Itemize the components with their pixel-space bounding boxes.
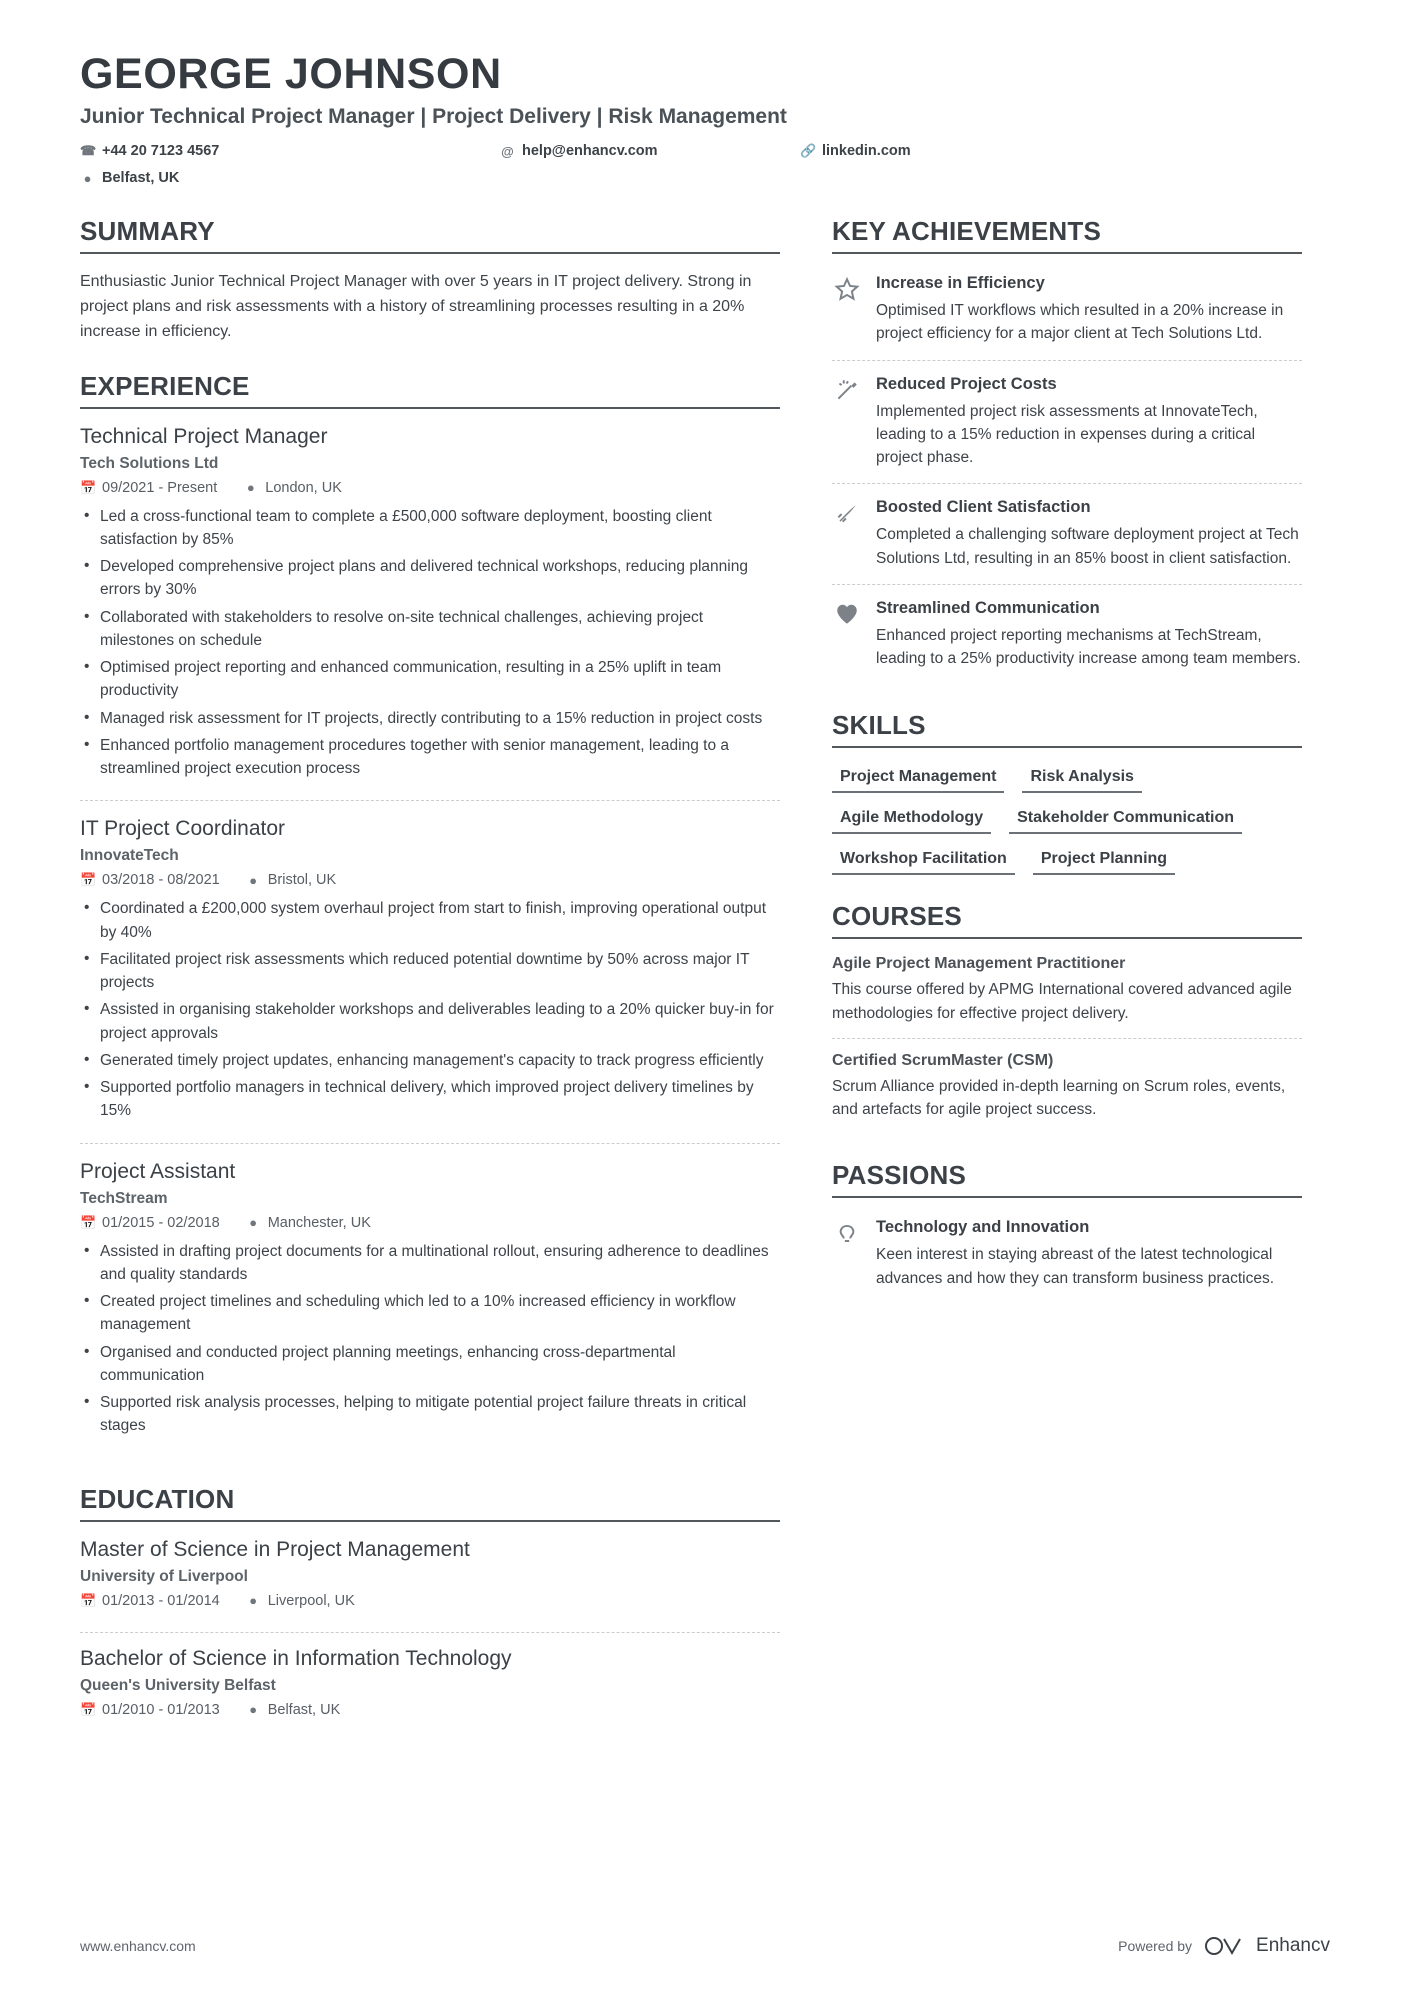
headline: Junior Technical Project Manager | Project Delivery | Risk Management — [80, 105, 787, 129]
job-bullets — [80, 505, 780, 781]
course-title: Agile Project Management Practitioner — [832, 955, 1126, 973]
list-item: • Optimised project reporting and enhanced communication, resulting in a 25% uplift in team productivity — [80, 656, 780, 703]
skills-list — [832, 764, 1302, 875]
contact-link[interactable] — [800, 143, 1060, 159]
powered-by-label: Powered by — [1118, 1938, 1193, 1954]
star-icon — [832, 274, 862, 346]
education-degree: Master of Science in Project Management — [80, 1537, 470, 1561]
list-item: • Assisted in drafting project documents for a multinational rollout, ensuring adherence to deadlines and quality standards — [80, 1240, 780, 1287]
at-icon: @ — [501, 143, 514, 159]
link-icon: 🔗 — [800, 143, 817, 159]
passion-item — [832, 1214, 1302, 1304]
enhancv-logo-icon — [1202, 1933, 1246, 1959]
education-location — [246, 1702, 341, 1718]
achievement-item — [832, 483, 1302, 584]
page-title: GEORGE JOHNSON — [80, 50, 502, 98]
passion-title: Technology and Innovation — [876, 1218, 1090, 1237]
contact-location — [80, 170, 1330, 186]
job-location — [243, 480, 342, 496]
list-item: • Supported risk analysis processes, helping to mitigate potential project failure threats in critical stages — [80, 1391, 780, 1438]
education-meta — [80, 1702, 780, 1718]
list-item: • Collaborated with stakeholders to resolve on-site technical challenges, achieving project milestones on schedule — [80, 606, 780, 653]
skill-tag: Project Management — [832, 764, 1004, 793]
education-dates-value: 01/2010 - 01/2013 — [102, 1701, 220, 1718]
job-bullets — [80, 1240, 780, 1438]
education-meta — [80, 1593, 780, 1609]
education-school: Queen's University Belfast — [80, 1676, 276, 1694]
skill-tag: Stakeholder Communication — [1009, 805, 1242, 834]
achievement-text: Enhanced project reporting mechanisms at TechStream, leading to a 25% productivity increase among team members. — [876, 626, 1301, 668]
contact-email-value: help@enhancv.com — [522, 143, 658, 160]
map-pin-icon: ● — [249, 1702, 258, 1718]
list-item: • Created project timelines and scheduling which led to a 10% increased efficiency in workflow management — [80, 1290, 780, 1337]
section-title-courses: COURSES — [832, 901, 1302, 939]
job-dates — [80, 872, 220, 888]
job-bullets — [80, 897, 780, 1122]
job-dates-value: 03/2018 - 08/2021 — [102, 872, 220, 889]
course-text: This course offered by APMG International covered advanced agile methodologies for effective project delivery. — [832, 981, 1292, 1022]
section-skills — [832, 710, 1302, 875]
job-location-value: Manchester, UK — [267, 1214, 371, 1231]
section-key-achievements — [832, 216, 1302, 684]
calendar-icon: 📅 — [80, 1701, 97, 1717]
section-title-summary: SUMMARY — [80, 216, 780, 254]
list-item: • Organised and conducted project planning meetings, enhancing cross-departmental communication — [80, 1341, 780, 1388]
job-company: TechStream — [80, 1189, 168, 1207]
course-text: Scrum Alliance provided in-depth learning on Scrum roles, events, and artefacts for agile project success. — [832, 1077, 1286, 1119]
job-company: Tech Solutions Ltd — [80, 454, 219, 472]
job-title: Technical Project Manager — [80, 424, 328, 448]
job-meta — [80, 480, 780, 496]
achievement-text: Implemented project risk assessments at InnovateTech, leading to a 15% reduction in expenses during a critical project phase. — [876, 402, 1258, 467]
job-dates-value: 09/2021 - Present — [102, 479, 218, 496]
job-company: InnovateTech — [80, 847, 179, 865]
course-item — [832, 1038, 1302, 1135]
map-pin-icon: ● — [249, 1593, 258, 1609]
course-title: Certified ScrumMaster (CSM) — [832, 1051, 1054, 1069]
lightbulb-icon — [832, 1218, 862, 1290]
resume-header — [80, 52, 1330, 186]
achievement-text: Completed a challenging software deployment project at Tech Solutions Ltd, resulting in an 85% boost in client satisfaction. — [876, 526, 1299, 567]
list-item: • Supported portfolio managers in technical delivery, which improved project delivery timelines by 15% — [80, 1076, 780, 1123]
brand-name: Enhancv — [1256, 1935, 1330, 1956]
contact-phone-value: +44 20 7123 4567 — [102, 143, 220, 160]
brand-block — [1118, 1933, 1330, 1959]
job-title: IT Project Coordinator — [80, 817, 286, 841]
education-location — [246, 1593, 355, 1609]
list-item: • Facilitated project risk assessments which reduced potential downtime by 50% across major IT projects — [80, 948, 780, 995]
education-dates-value: 01/2013 - 01/2014 — [102, 1592, 220, 1609]
achievement-item — [832, 270, 1302, 360]
page-footer — [80, 1933, 1330, 1959]
job-title: Project Assistant — [80, 1159, 236, 1183]
list-item: • Led a cross-functional team to complete a £500,000 software deployment, boosting client satisfaction by 85% — [80, 505, 780, 552]
job-dates — [80, 480, 217, 496]
contact-phone[interactable] — [80, 143, 500, 159]
left-column — [80, 216, 780, 1766]
contact-location-value: Belfast, UK — [102, 170, 180, 187]
job-dates-value: 01/2015 - 02/2018 — [102, 1214, 220, 1231]
section-passions — [832, 1160, 1302, 1304]
calendar-icon: 📅 — [80, 1592, 97, 1608]
job-location — [246, 1215, 371, 1231]
list-item: • Assisted in organising stakeholder workshops and deliverables leading to a 20% quicker buy-in for project approvals — [80, 998, 780, 1045]
list-item: • Generated timely project updates, enhancing management's capacity to track progress efficiently — [80, 1049, 780, 1072]
achievement-item — [832, 584, 1302, 685]
contact-link-value: linkedin.com — [822, 143, 911, 160]
education-location-value: Liverpool, UK — [267, 1592, 355, 1609]
achievement-title: Boosted Client Satisfaction — [876, 498, 1091, 517]
summary-text: Enthusiastic Junior Technical Project Manager with over 5 years in IT project delivery. Strong in project plans and risk assessments with a history of streamlining processes resulting in a 20% increase in efficiency. — [80, 273, 752, 340]
map-pin-icon: ● — [249, 1215, 258, 1231]
section-summary — [80, 216, 780, 344]
skill-tag: Agile Methodology — [832, 805, 991, 834]
education-item — [80, 1538, 780, 1632]
passion-text: Keen interest in staying abreast of the latest technological advances and how they can transform business practices. — [876, 1246, 1275, 1287]
skill-tag: Workshop Facilitation — [832, 846, 1015, 875]
job-location — [246, 872, 337, 888]
heart-icon — [832, 599, 862, 671]
list-item: • Developed comprehensive project plans and delivered technical workshops, reducing planning errors by 30% — [80, 555, 780, 602]
list-item: • Managed risk assessment for IT projects, directly contributing to a 15% reduction in project costs — [80, 707, 780, 730]
phone-icon: ☎ — [80, 143, 97, 159]
job-meta — [80, 1215, 780, 1231]
section-title-education: EDUCATION — [80, 1484, 780, 1522]
section-title-skills: SKILLS — [832, 710, 1302, 748]
education-location-value: Belfast, UK — [267, 1701, 341, 1718]
calendar-icon: 📅 — [80, 1214, 97, 1230]
achievement-item — [832, 360, 1302, 484]
section-title-experience: EXPERIENCE — [80, 371, 780, 409]
list-item: • Enhanced portfolio management procedures together with senior management, leading to a streamlined project execution process — [80, 734, 780, 781]
section-title-passions: PASSIONS — [832, 1160, 1302, 1198]
section-education — [80, 1484, 780, 1741]
map-pin-icon: ● — [83, 170, 92, 186]
achievement-title: Streamlined Communication — [876, 598, 1100, 617]
skill-tag: Project Planning — [1033, 846, 1175, 875]
section-courses — [832, 901, 1302, 1134]
course-item — [832, 955, 1302, 1038]
map-pin-icon: ● — [249, 872, 258, 888]
calendar-icon: 📅 — [80, 479, 97, 495]
page-left-edge — [0, 0, 10, 1995]
experience-item — [80, 425, 780, 801]
list-item: • Coordinated a £200,000 system overhaul project from start to finish, improving operational output by 40% — [80, 897, 780, 944]
achievement-title: Reduced Project Costs — [876, 374, 1057, 393]
section-experience — [80, 371, 780, 1458]
education-degree: Bachelor of Science in Information Technology — [80, 1646, 512, 1670]
calendar-icon: 📅 — [80, 872, 97, 888]
contact-list — [80, 143, 1330, 186]
job-meta — [80, 872, 780, 888]
achievement-title: Increase in Efficiency — [876, 274, 1045, 293]
skill-tag: Risk Analysis — [1022, 764, 1141, 793]
education-item — [80, 1632, 780, 1741]
job-location-value: Bristol, UK — [267, 872, 337, 889]
education-dates — [80, 1702, 220, 1718]
right-column — [832, 216, 1302, 1766]
education-school: University of Liverpool — [80, 1567, 248, 1585]
education-dates — [80, 1593, 220, 1609]
experience-item — [80, 800, 780, 1142]
job-dates — [80, 1215, 220, 1231]
footer-website[interactable]: www.enhancv.com — [80, 1938, 196, 1954]
job-location-value: London, UK — [265, 479, 342, 496]
rocket-icon — [832, 498, 862, 570]
section-title-achievements: KEY ACHIEVEMENTS — [832, 216, 1302, 254]
experience-item — [80, 1143, 780, 1458]
achievement-text: Optimised IT workflows which resulted in a 20% increase in project efficiency for a major client at Tech Solutions Ltd. — [876, 302, 1284, 343]
contact-email[interactable] — [500, 143, 800, 159]
map-pin-icon: ● — [246, 480, 255, 496]
magic-wand-icon — [832, 375, 862, 470]
